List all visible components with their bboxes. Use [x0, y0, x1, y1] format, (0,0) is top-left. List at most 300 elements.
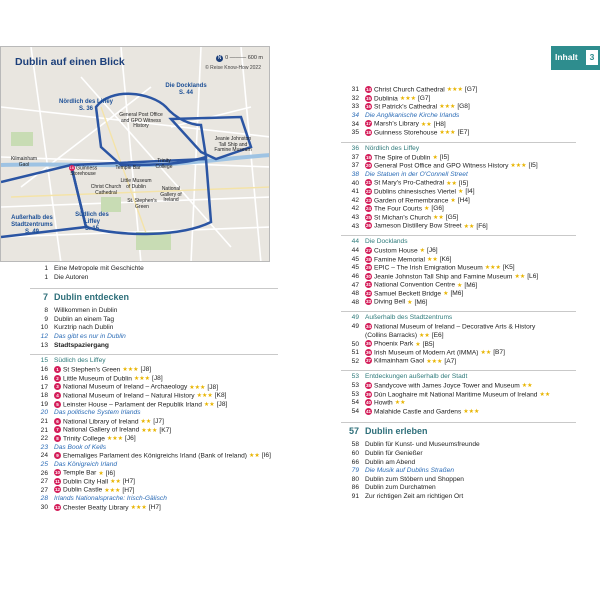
map-grid-ref: [I5]	[528, 162, 538, 170]
map-grid-ref: [L6]	[527, 272, 539, 280]
page-ref: 13	[40, 341, 48, 349]
toc-entry[interactable]	[30, 324, 278, 333]
page-ref: 86	[351, 484, 359, 492]
sight-number-icon: 13	[54, 504, 60, 510]
toc-entry[interactable]	[341, 467, 576, 476]
toc-entry[interactable]	[341, 273, 576, 282]
page-ref: 23	[40, 443, 48, 451]
page-ref: 79	[351, 467, 359, 475]
page-ref: 43	[351, 213, 359, 221]
toc-entry[interactable]	[30, 274, 278, 283]
page-ref: 52	[351, 357, 359, 365]
sight-number-icon: 15	[365, 95, 371, 101]
page-ref: 49	[351, 323, 359, 331]
toc-entry[interactable]	[341, 459, 576, 468]
page-ref: 58	[351, 441, 359, 449]
entry-title: Willkommen in Dublin	[54, 307, 118, 315]
sight-number-icon: 36	[365, 349, 371, 355]
entry-title: St Patrick's Cathedral	[374, 103, 438, 111]
sight-number-icon: 41	[365, 408, 371, 414]
rating-stars: ★★★	[399, 95, 416, 102]
rating-stars: ★★★	[439, 104, 456, 111]
entry-title: National Museum of Ireland – Archaeology	[63, 383, 188, 391]
entry-title: Kilmainham Gaol	[374, 357, 425, 365]
entry-title: Jameson Distillery Bow Street	[374, 222, 462, 230]
rating-stars: ★★	[463, 223, 475, 230]
entry-title: General Post Office and GPO Witness History	[374, 162, 509, 170]
entry-title: Jeanie Johnston Tall Ship and Famine Museum	[374, 272, 513, 280]
sight-number-icon: 12	[54, 487, 60, 493]
page-ref: 16	[40, 375, 48, 382]
toc-entry[interactable]	[30, 307, 278, 316]
toc-entry[interactable]	[30, 342, 278, 351]
rating-stars: ★★	[110, 479, 121, 486]
page-ref: 43	[351, 222, 359, 230]
toc-entry[interactable]	[341, 171, 576, 180]
rating-stars: ★	[443, 291, 449, 298]
entry-title: Irlands Nationalsprache: Irisch-Gälisch	[54, 495, 167, 503]
entry-title: Marsh's Library	[374, 120, 419, 128]
toc-entry[interactable]	[30, 478, 278, 487]
entry-title: Dublins chinesisches Viertel	[374, 188, 456, 196]
section-heading[interactable]	[341, 144, 576, 153]
rating-stars: ★	[432, 154, 438, 161]
divider	[341, 311, 576, 312]
toc-entry[interactable]	[30, 444, 278, 453]
entry-title: National Convention Centre	[374, 281, 456, 289]
page-ref: 44	[351, 247, 359, 255]
map-place-label: 16 Guinness Storehouse	[69, 165, 98, 177]
page-ref: 10	[40, 324, 48, 332]
toc-entry[interactable]	[341, 247, 576, 256]
page-ref: 45	[351, 255, 359, 263]
toc-entry[interactable]	[341, 476, 576, 485]
page-ref: 50	[351, 340, 359, 348]
toc-entry[interactable]	[341, 256, 576, 265]
sight-number-icon: 26	[365, 223, 371, 229]
rating-stars: ★	[407, 299, 413, 306]
entry-title: Little Museum of Dublin	[63, 375, 132, 382]
entry-title: Phoenix Park	[374, 340, 414, 348]
toc-entry[interactable]	[341, 95, 576, 104]
entry-title: Sandycove with James Joyce Tower and Museum	[374, 382, 520, 390]
toc-entry[interactable]	[341, 188, 576, 197]
toc-entry[interactable]	[30, 401, 278, 410]
map-grid-ref: [J6]	[125, 435, 136, 443]
page-ref: 1	[44, 273, 48, 281]
toc-entry[interactable]	[341, 129, 576, 138]
sight-number-icon: 20	[365, 163, 371, 169]
entry-title: The Four Courts	[374, 205, 423, 213]
toc-left-column	[30, 265, 278, 512]
entry-title: Die Docklands	[365, 237, 408, 245]
rating-stars: ★★★	[133, 376, 151, 382]
rating-stars: ★★★	[141, 427, 158, 434]
toc-entry[interactable]	[30, 452, 278, 461]
map-grid-ref: [J8]	[140, 366, 152, 374]
overview-map	[0, 46, 270, 262]
toc-entry[interactable]	[30, 409, 278, 418]
map-grid-ref: [K5]	[502, 264, 515, 272]
toc-entry[interactable]	[341, 408, 576, 417]
sight-number-icon: 32	[365, 290, 371, 296]
rating-stars: ★★	[446, 180, 457, 187]
sight-number-icon: 28	[365, 256, 371, 262]
page-ref: 34	[351, 120, 359, 128]
rating-stars: ★	[450, 197, 456, 204]
chapter-heading[interactable]	[341, 426, 576, 437]
sight-number-icon: 8	[54, 435, 61, 442]
entry-title: Irish Museum of Modern Art (IMMA)	[374, 349, 479, 357]
page-ref: 32	[351, 94, 359, 102]
entry-title: National Museum of Ireland – Natural History	[63, 392, 195, 400]
page-ref: 16	[40, 366, 48, 374]
sight-number-icon: 23	[365, 197, 371, 203]
toc-entry[interactable]	[30, 265, 278, 274]
rating-stars: ★★★	[510, 163, 527, 170]
page-ref: 48	[351, 290, 359, 298]
rating-stars: ★★★	[484, 265, 501, 272]
sight-number-icon: 10	[54, 470, 60, 476]
toc-entry[interactable]	[341, 357, 576, 366]
sight-number-icon: 40	[365, 400, 371, 406]
sight-number-icon: 22	[365, 188, 371, 194]
district-label[interactable]: Nördlich des Liffey S. 36	[58, 99, 113, 112]
map-place-label: Trinity College	[155, 158, 173, 170]
page-ref: 57	[348, 426, 359, 437]
map-copyright: © Reise Know-How 2022	[205, 65, 261, 71]
map-grid-ref: [H7]	[122, 478, 135, 486]
toc-entry[interactable]	[341, 399, 576, 408]
page-ref: 41	[351, 188, 359, 196]
toc-entry[interactable]	[30, 333, 278, 342]
rating-stars: ★★	[539, 391, 551, 398]
toc-entry[interactable]	[341, 340, 576, 349]
page-ref: 42	[351, 205, 359, 213]
toc-entry[interactable]	[341, 112, 576, 121]
map-grid-ref: [H7]	[148, 503, 161, 511]
sight-number-icon: 31	[365, 282, 371, 288]
entry-title: National Library of Ireland	[63, 417, 139, 425]
page-ref: 17	[40, 383, 48, 391]
map-place-label: National Gallery of Ireland	[160, 186, 182, 204]
toc-entry[interactable]	[341, 154, 576, 163]
toc-entry[interactable]	[341, 86, 576, 95]
map-place-label: Little Museum of Dublin	[120, 178, 152, 190]
toc-entry[interactable]	[341, 332, 576, 341]
page-ref: 80	[351, 475, 359, 483]
rating-stars: ★★	[419, 332, 430, 339]
entry-title: Howth	[374, 399, 393, 407]
map-pin-icon: 16	[69, 165, 74, 170]
page-ref: 53	[351, 382, 359, 390]
entry-title: Die Autoren	[54, 273, 89, 281]
toc-entry[interactable]	[30, 316, 278, 325]
sight-number-icon: 34	[365, 324, 371, 330]
sight-number-icon: 5	[54, 401, 61, 408]
toc-entry[interactable]	[30, 435, 278, 444]
entry-title: St Mary's Pro-Cathedral	[374, 179, 445, 187]
toc-entry[interactable]	[341, 179, 576, 188]
rating-stars: ★★	[394, 400, 406, 407]
map-grid-ref: [H7]	[122, 486, 135, 494]
map-grid-ref: [M6]	[414, 298, 428, 306]
toc-entry[interactable]	[341, 450, 576, 459]
toc-entry[interactable]	[341, 120, 576, 129]
page-ref: 22	[40, 435, 48, 443]
sight-number-icon: 29	[365, 265, 371, 271]
entry-title: St Stephen's Green	[63, 366, 121, 374]
map-grid-ref: [G7]	[464, 86, 478, 94]
page-ref: 20	[40, 409, 48, 417]
page-ref: 24	[40, 452, 48, 460]
page-ref: 35	[351, 129, 359, 137]
toc-entry[interactable]	[30, 495, 278, 504]
entry-title: Malahide Castle and Gardens	[374, 408, 462, 416]
toc-entry[interactable]	[30, 486, 278, 495]
rating-stars: ★★	[432, 214, 444, 221]
section-heading[interactable]	[341, 313, 576, 322]
rating-stars: ★★	[140, 418, 152, 425]
map-title: Dublin auf einen Blick	[15, 56, 125, 68]
page-ref: 37	[351, 153, 359, 161]
toc-entry[interactable]	[341, 290, 576, 299]
map-grid-ref: [B7]	[493, 349, 505, 357]
entry-title: Custom House	[374, 247, 418, 255]
entry-title: Samuel Beckett Bridge	[374, 290, 442, 298]
toc-entry[interactable]	[341, 382, 576, 391]
toc-entry[interactable]	[341, 222, 576, 231]
sight-number-icon: 16	[365, 104, 371, 110]
sight-number-icon: 33	[365, 299, 371, 305]
entry-title: Die Anglikanische Kirche Irlands	[365, 111, 460, 119]
page-ref: 21	[40, 426, 48, 434]
map-grid-ref: [I4]	[465, 188, 475, 196]
map-place-label: Jeanie Johnston Tall Ship and Famine Museum	[214, 136, 252, 154]
section-heading[interactable]	[341, 237, 576, 246]
sight-number-icon: 4	[54, 392, 61, 399]
entry-title: Das gibt es nur in Dublin	[54, 332, 126, 340]
page-ref: 40	[351, 179, 359, 187]
chapter-heading[interactable]	[30, 292, 278, 303]
page-ref: 51	[351, 349, 359, 357]
page-ref: 27	[40, 486, 48, 494]
entry-title: Dublin Castle	[63, 486, 103, 494]
sight-number-icon: 38	[365, 383, 371, 389]
page-ref: 9	[44, 315, 48, 323]
page-ref: 19	[40, 400, 48, 408]
section-tab	[551, 46, 600, 70]
entry-title: Diving Bell	[374, 298, 406, 306]
toc-entry[interactable]	[341, 197, 576, 206]
entry-title: St Michan's Church	[374, 213, 431, 221]
toc-entry[interactable]	[341, 441, 576, 450]
entry-title: National Gallery of Ireland	[63, 426, 140, 434]
page-ref: 1	[44, 265, 48, 272]
map-grid-ref: [K6]	[439, 255, 452, 263]
map-grid-ref: [I6]	[261, 452, 271, 460]
map-grid-ref: [I5]	[439, 153, 450, 161]
toc-entry[interactable]	[30, 504, 278, 513]
page-ref: 34	[351, 111, 359, 119]
entry-title: Chester Beatty Library	[63, 503, 129, 511]
page-ref: 18	[40, 392, 48, 400]
map-grid-ref: [A7]	[444, 357, 457, 365]
entry-title: Entdeckungen außerhalb der Stadt	[365, 373, 468, 381]
page-ref: 42	[351, 196, 359, 204]
entry-title: Zur richtigen Zeit am richtigen Ort	[365, 492, 464, 500]
section-tab-label: Inhalt	[555, 52, 578, 62]
district-label[interactable]: Die Docklands S. 44	[165, 83, 207, 96]
rating-stars: ★	[457, 189, 464, 196]
map-grid-ref: [E7]	[457, 129, 470, 137]
toc-entry[interactable]	[341, 298, 576, 307]
rating-stars: ★★★	[189, 384, 206, 391]
rating-stars: ★★★	[446, 87, 463, 94]
entry-title: Guinness Storehouse	[374, 129, 438, 137]
toc-entry[interactable]	[30, 375, 278, 384]
page-ref: 33	[351, 103, 359, 111]
toc-entry[interactable]	[341, 391, 576, 400]
page-ref: 36	[351, 144, 359, 152]
entry-title: Südlich des Liffey	[54, 357, 106, 365]
district-label[interactable]: Südlich des Liffey S. 15	[75, 212, 109, 232]
page-ref: 7	[42, 292, 48, 303]
map-grid-ref: [G6]	[431, 205, 444, 213]
map-grid-ref: [E6]	[431, 331, 444, 339]
page-ref: 49	[351, 314, 359, 322]
sight-number-icon: 1	[54, 366, 61, 373]
toc-entry[interactable]	[341, 484, 576, 493]
rating-stars: ★★	[426, 256, 438, 263]
page-ref: 27	[40, 478, 48, 486]
rating-stars: ★	[457, 282, 463, 289]
toc-entry[interactable]	[30, 366, 278, 375]
entry-title: Dublin City Hall	[63, 478, 109, 486]
entry-title: Nördlich des Liffey	[365, 144, 420, 152]
page-ref: 53	[351, 373, 359, 381]
entry-title: National Museum of Ireland – Decorative Arts & History	[374, 323, 536, 331]
rating-stars: ★★★	[130, 504, 147, 511]
toc-entry[interactable]	[341, 162, 576, 171]
map-grid-ref: [H8]	[433, 120, 446, 128]
page-ref: 54	[351, 399, 359, 407]
toc-entry[interactable]	[341, 103, 576, 112]
entry-title: Die Statuen in der O'Connell Street	[365, 170, 468, 178]
rating-stars: ★★	[420, 121, 432, 128]
rating-stars: ★	[419, 248, 426, 255]
sight-number-icon: 17	[365, 121, 371, 127]
page-ref: 21	[40, 417, 48, 425]
toc-entry[interactable]	[341, 323, 576, 332]
toc-entry[interactable]	[341, 205, 576, 214]
rating-stars: ★	[98, 470, 104, 477]
rating-stars: ★	[415, 341, 421, 348]
entry-title: EPIC – The Irish Emigration Museum	[374, 264, 483, 272]
entry-title: Dublin zum Stöbern und Shoppen	[365, 475, 464, 483]
page-ref: 25	[40, 460, 48, 468]
rating-stars: ★	[424, 206, 430, 213]
entry-title: Leinster House – Parlament der Republik Irland	[63, 400, 202, 408]
map-place-label: Christ Church Cathedral	[90, 184, 122, 196]
entry-title: Kurztrip nach Dublin	[54, 324, 114, 332]
map-grid-ref: [J7]	[153, 417, 164, 425]
toc-entry[interactable]	[30, 418, 278, 427]
entry-title: Dublin an einem Tag	[54, 315, 114, 323]
sight-number-icon: 30	[365, 273, 371, 279]
sight-number-icon: 25	[365, 214, 371, 220]
map-grid-ref: [K8]	[214, 392, 227, 400]
toc-entry[interactable]	[30, 426, 278, 435]
map-grid-ref: [M6]	[450, 290, 464, 298]
sight-number-icon: 37	[365, 358, 371, 364]
entry-title: Garden of Remembrance	[374, 196, 449, 204]
toc-entry[interactable]	[341, 281, 576, 290]
page-ref: 12	[40, 332, 48, 340]
rating-stars: ★★★	[122, 367, 139, 374]
map-place-label: General Post Office and GPO Witness History	[119, 112, 163, 130]
page-ref: 28	[40, 495, 48, 503]
entry-title: Dublinia	[374, 94, 398, 102]
sight-number-icon: 24	[365, 206, 371, 212]
entry-title: Die Musik auf Dublins Straßen	[365, 467, 455, 475]
page-ref: 91	[351, 492, 359, 500]
toc-right-column	[341, 86, 576, 502]
page-ref: 26	[40, 469, 48, 477]
entry-title: Außerhalb des Stadtzentrums	[365, 314, 453, 322]
district-label[interactable]: Außerhalb des Stadtzentrums S. 49	[11, 215, 53, 235]
section-heading[interactable]	[30, 356, 278, 365]
toc-entry[interactable]	[341, 214, 576, 223]
sight-number-icon: 19	[365, 154, 371, 160]
toc-entry[interactable]	[341, 264, 576, 273]
page-ref: 54	[351, 408, 359, 416]
rating-stars: ★★★	[426, 358, 443, 365]
map-grid-ref: [H4]	[457, 196, 470, 204]
divider	[341, 422, 576, 423]
sight-number-icon: 9	[54, 452, 61, 459]
rating-stars: ★★★	[463, 409, 480, 416]
divider	[30, 354, 278, 355]
sight-number-icon: 18	[365, 129, 371, 135]
section-heading[interactable]	[341, 372, 576, 381]
map-grid-ref: [M6]	[464, 281, 478, 289]
page-ref: 47	[351, 281, 359, 289]
divider	[341, 235, 576, 236]
toc-entry[interactable]	[30, 392, 278, 401]
page-number: 3	[586, 50, 598, 65]
toc-entry[interactable]	[30, 469, 278, 478]
sight-number-icon: 39	[365, 391, 371, 397]
entry-title: Famine Memorial	[374, 255, 425, 263]
toc-entry[interactable]	[30, 461, 278, 470]
entry-title: Trinity College	[63, 435, 105, 443]
entry-title: Das politische System Irlands	[54, 409, 141, 417]
toc-entry[interactable]	[30, 383, 278, 392]
toc-entry[interactable]	[341, 349, 576, 358]
map-grid-ref: [J8]	[216, 400, 228, 408]
map-grid-ref: [J6]	[427, 247, 438, 255]
entry-title: Dún Laoghaire mit National Maritime Museum of Ireland	[374, 390, 538, 398]
map-grid-ref: [G7]	[417, 94, 431, 102]
page-ref: 44	[351, 237, 359, 245]
rating-stars: ★★	[514, 273, 526, 280]
page-ref: 60	[351, 450, 359, 457]
entry-title: Ehemaliges Parlament des Königreichs Irland (Bank of Ireland)	[63, 452, 247, 460]
entry-title: Dublin zum Durchatmen	[365, 484, 436, 492]
map-grid-ref: [G5]	[445, 213, 459, 221]
toc-entry[interactable]	[341, 493, 576, 502]
